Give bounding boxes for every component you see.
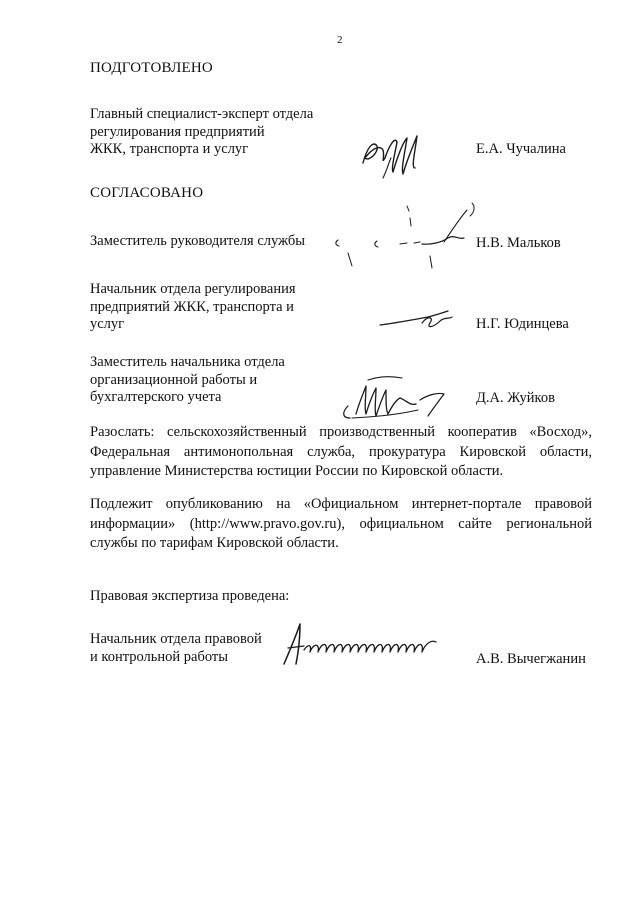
signatory-position: Заместитель руководителя службы	[90, 233, 306, 249]
prepared-heading: ПОДГОТОВЛЕНО	[90, 60, 213, 76]
page-number: 2	[337, 34, 343, 46]
preparer-position: Главный специалист-эксперт отдела регулирования предприятий ЖКК, транспорта и услуг	[90, 106, 314, 157]
distribution-paragraph: Разослать: сельскохозяйственный производственный кооператив «Восход», Федеральная антимонопольная служба, прокуратура Кировской области, управление Министерства юстиции России по Кировской области.	[90, 424, 592, 479]
preparer-name: Е.А. Чучалина	[476, 141, 566, 157]
signatory-name: Н.В. Мальков	[476, 235, 561, 251]
publication-paragraph: Подлежит опубликованию на «Официальном интернет-портале правовой информации» (http://www.pravo.gov.ru), официальном сайте региональной службы по тарифам Кировской области.	[90, 496, 592, 551]
legal-review-position: Начальник отдела правовой и контрольной работы	[90, 631, 262, 665]
agreed-heading: СОГЛАСОВАНО	[90, 185, 204, 201]
signatory-name: Н.Г. Юдинцева	[476, 316, 569, 332]
legal-review-note: Правовая экспертиза проведена:	[90, 588, 290, 604]
legal-review-signature	[278, 620, 453, 675]
signatory-signature	[378, 305, 458, 335]
signatory-signature	[332, 198, 482, 278]
preparer-signature	[355, 128, 430, 183]
signatory-name: Д.А. Жуйков	[476, 390, 555, 406]
signatory-signature	[336, 370, 451, 430]
signatory-position: Заместитель начальника отдела организационной работы и бухгалтерского учета	[90, 354, 285, 405]
signatory-position: Начальник отдела регулирования предприятий ЖКК, транспорта и услуг	[90, 281, 296, 332]
legal-review-name: А.В. Вычегжанин	[476, 651, 586, 667]
